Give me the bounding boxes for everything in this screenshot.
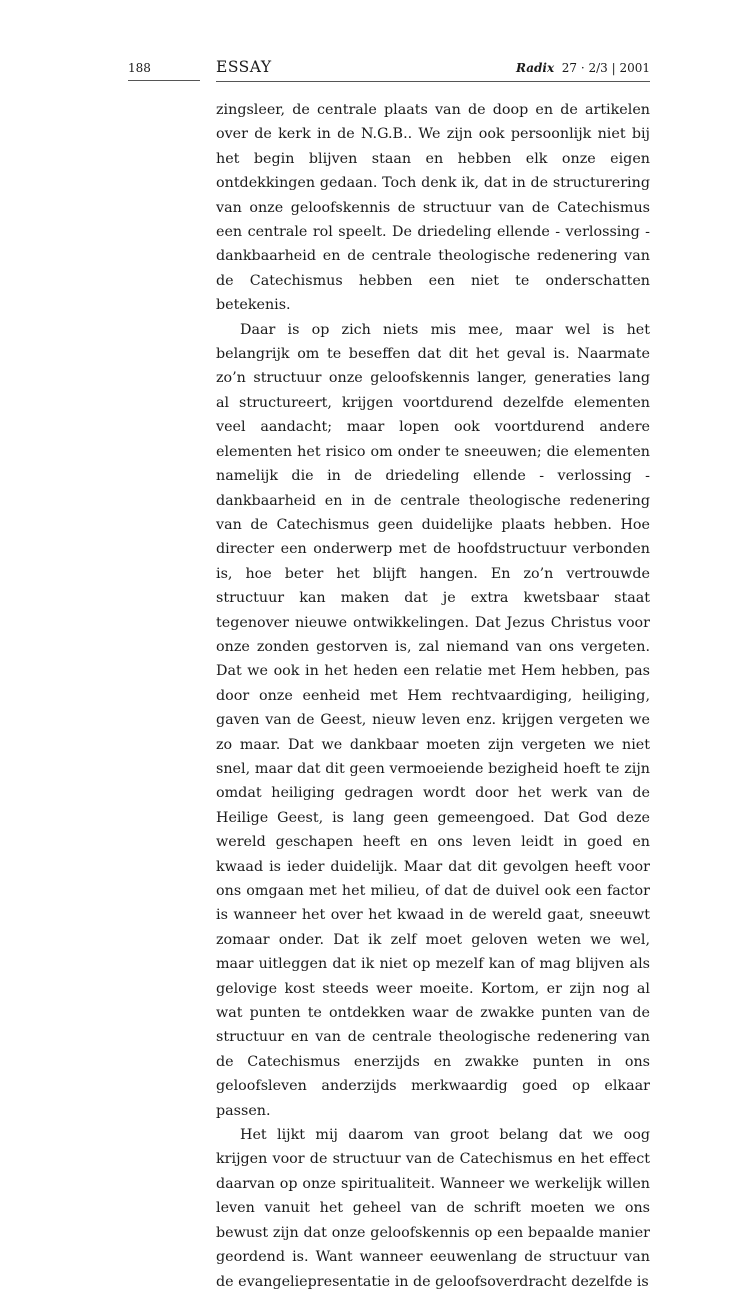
page-number: 188 [128,60,200,81]
journal-reference [516,59,650,77]
article-body [216,98,650,1294]
running-header [216,58,650,82]
paragraph: Het lijkt mij daarom van groot belang dat we oog krijgen voor de structuur van de Catechismus en het effect daarvan op onze spiritualiteit. Wanneer we werkelijk willen leven vanuit het geheel van de schrift moeten we ons bewust zijn dat onze geloofskennis op een bepaalde manier geordend is. Want wanneer eeuwenlang de structuur van de evangeliepresentatie in de geloofsoverdracht dezelfde is [216,1127,650,1290]
journal-name: Radix [515,61,555,75]
journal-issue: 27 · 2/3 | 2001 [561,61,650,75]
paragraph: Daar is op zich niets mis mee, maar wel is het belangrijk om te beseffen dat dit het geval is. Naarmate zo’n structuur onze geloofskennis langer, generaties lang al structureert, krijgen voortdurend dezelfde elementen veel aandacht; maar lopen ook voortdurend andere elementen het risico om onder te sneeuwen; die elementen namelijk die in de driedeling ellende - verlossing - dankbaarheid en in de centrale theologische redenering van de Catechismus geen duidelijke plaats hebben. Hoe directer een onderwerp met de hoofdstructuur verbonden is, hoe beter het blijft hangen. En zo’n vertrouwde structuur kan maken dat je extra kwetsbaar staat tegenover nieuwe ontwikkelingen. Dat Jezus Christus voor onze zonden gestorven is, zal niemand van ons vergeten. Dat we ook in het heden een relatie met Hem hebben, pas door onze eenheid met Hem rechtvaardiging, heiliging, gaven van de Geest, nieuw leven enz. krijgen vergeten we zo maar. Dat we dankbaar moeten zijn vergeten we niet snel, maar dat dit geen vermoeiende bezigheid hoeft te zijn omdat heiliging gedragen wordt door het werk van de Heilige Geest, is lang geen gemeengoed. Dat God deze wereld geschapen heeft en ons leven leidt in goed en kwaad is ieder duidelijk. Maar dat dit gevolgen heeft voor ons omgaan met het milieu, of dat de duivel ook een factor is wanneer het over het kwaad in de wereld gaat, sneeuwt zomaar onder. Dat ik zelf moet geloven weten we wel, maar uitleggen dat ik niet op mezelf kan of mag blijven als gelovige kost steeds weer moeite. Kortom, er zijn nog al wat punten te ontdekken waar de zwakke punten van de structuur en van de centrale theologische redenering van de Catechismus enerzijds en zwakke punten in ons geloofsleven anderzijds merkwaardig goed op elkaar passen. [216,321,650,1119]
section-label: ESSAY [216,58,272,76]
paragraph: zingsleer, de centrale plaats van de doop en de artikelen over de kerk in de N.G.B.. We zijn ook persoonlijk niet bij het begin blijven staan en hebben elk onze eigen ontdekkingen gedaan. Toch denk ik, dat in de structurering van onze geloofskennis de structuur van de Catechismus een centrale rol speelt. De driedeling ellende - verlossing - dankbaarheid en de centrale theologische redenering van de Catechismus hebben een niet te onderschatten betekenis. [216,102,650,314]
